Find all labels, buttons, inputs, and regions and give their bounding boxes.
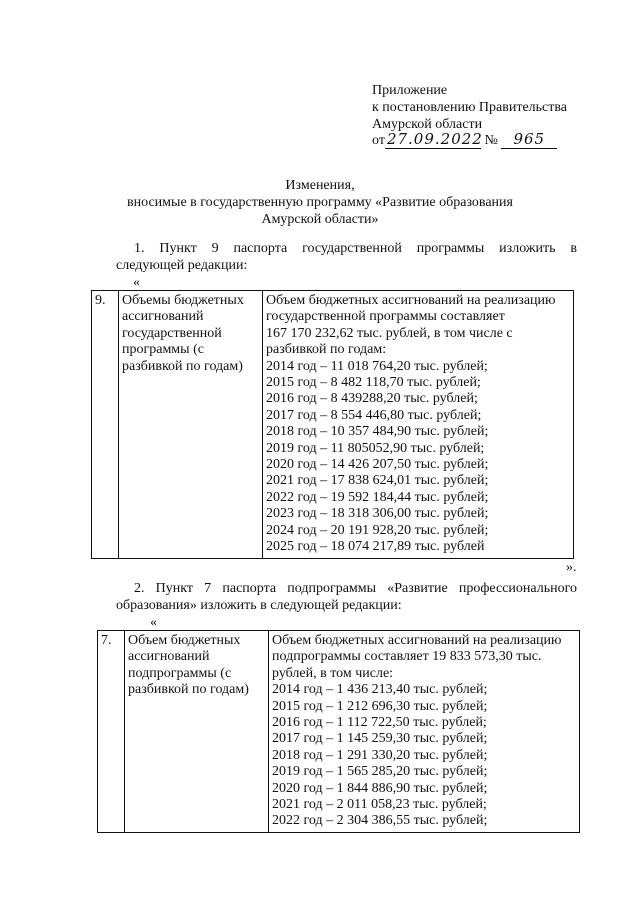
label-line: Объем бюджетных [128,633,241,648]
appendix-line: Приложение [372,83,448,98]
title-line: Амурской области» [261,212,379,227]
label-line: ассигнований [128,649,210,665]
label-line: разбивкой по годам) [128,682,249,698]
title-line: Изменения, [285,178,355,193]
value-line: 2020 год – 14 426 207,50 тыс. рублей; [266,457,489,473]
value-line: 2024 год – 20 191 928,20 тыс. рублей; [266,522,489,538]
label-line: программы (с [122,342,204,358]
label-line: Объемы бюджетных [122,293,244,308]
appendix-header [372,82,567,133]
sig-date: 27.09.2022 [386,130,483,148]
value-line: 2016 год – 1 112 722,50 тыс. рублей; [272,715,487,731]
value-line: 2016 год – 8 439288,20 тыс. рублей; [266,391,478,407]
appendix-line: Амурской области [372,117,483,132]
value-line: 2018 год – 10 357 484,90 тыс. рублей; [266,424,489,440]
value-line: 2021 год – 2 011 058,23 тыс. рублей; [272,797,487,813]
row-number: 9. [92,291,119,559]
row-value [263,291,574,559]
paragraph-line: следующей редакции: [116,258,248,273]
sig-prefix: от [372,133,385,148]
table-subprogram-passport [97,630,580,833]
value-line: 2015 год – 8 482 118,70 тыс. рублей; [266,375,481,391]
value-line: 2025 год – 18 074 217,89 тыс. рублей [266,539,485,555]
row-label [119,291,263,559]
label-line: подпрограммы (с [128,665,232,681]
paragraph-2 [116,580,577,614]
value-line: 2017 год – 8 554 446,80 тыс. рублей; [266,407,482,423]
value-line: 2022 год – 2 304 386,55 тыс. рублей; [272,813,488,829]
value-line: 2019 год – 11 805052,90 тыс. рублей; [266,440,485,456]
label-line: государственной [122,325,222,341]
value-line: 2021 год – 17 838 624,01 тыс. рублей; [266,473,489,489]
value-line: Объем бюджетных ассигнований на реализацию [266,293,556,308]
value-line: 2018 год – 1 291 330,20 тыс. рублей; [272,747,488,763]
document-title [0,177,640,228]
row-value [269,631,580,833]
appendix-line: к постановлению Правительства [372,100,568,115]
row-number: 7. [98,631,125,833]
close-quote: ». [566,560,577,575]
sig-number: 965 [501,131,557,149]
sig-no-label: № [484,133,498,148]
open-quote: « [133,275,140,290]
value-line: Объем бюджетных ассигнований на реализацию [272,633,562,648]
paragraph-1 [116,240,577,274]
value-line: 2023 год – 18 318 306,00 тыс. рублей; [266,506,489,522]
value-line: 2015 год – 1 212 696,30 тыс. рублей; [272,698,488,714]
table-row [92,291,574,559]
label-line: разбивкой по годам) [122,358,243,374]
title-line: вносимые в государственную программу «Развитие образования [127,195,513,210]
paragraph-line: 1. Пункт 9 паспорта государственной программы изложить в [134,241,577,256]
value-line: 2014 год – 1 436 213,40 тыс. рублей; [272,682,488,698]
value-line: 2022 год – 19 592 184,44 тыс. рублей; [266,489,489,505]
paragraph-line: 2. Пункт 7 паспорта подпрограммы «Развитие профессионального [134,581,577,596]
value-line: рублей, в том числе: [272,665,394,681]
value-line: подпрограммы составляет 19 833 573,30 тыс. [272,649,542,665]
value-line: разбивкой по годам: [266,342,387,358]
open-quote: « [150,615,157,630]
signature-line [372,131,557,149]
value-line: 2014 год – 11 018 764,20 тыс. рублей; [266,358,488,374]
label-line: ассигнований [122,309,204,325]
table-program-passport [91,290,574,559]
paragraph-line: образования» изложить в следующей редакции: [116,598,402,613]
value-line: государственной программы составляет [266,309,505,325]
value-line: 167 170 232,62 тыс. рублей, в том числе с [266,325,513,341]
value-line: 2020 год – 1 844 886,90 тыс. рублей; [272,780,488,796]
row-label [125,631,269,833]
value-line: 2017 год – 1 145 259,30 тыс. рублей; [272,731,488,747]
table-row [98,631,580,833]
value-line: 2019 год – 1 565 285,20 тыс. рублей; [272,764,488,780]
